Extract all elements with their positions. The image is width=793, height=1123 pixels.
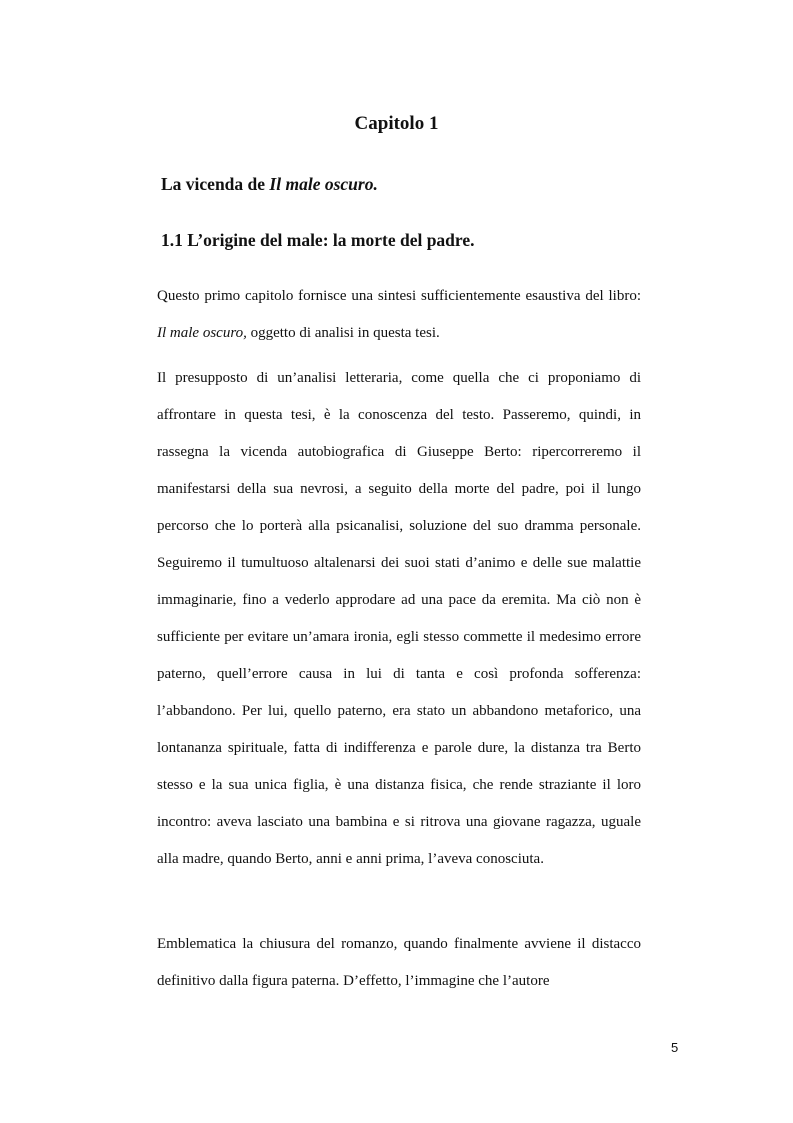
- paragraph-intro-text-b: oggetto di analisi in questa tesi.: [246, 325, 440, 341]
- section-heading-book-title: Il male oscuro.: [269, 174, 378, 194]
- paragraph-intro-text-a: Questo primo capitolo fornisce una sintesi sufficientemente esaustiva del libro:: [157, 288, 641, 304]
- chapter-title: Capitolo 1: [354, 113, 439, 134]
- page-number: 5: [671, 1040, 679, 1055]
- paragraph-closing: Emblematica la chiusura del romanzo, quando finalmente avviene il distacco definitivo dalla figura paterna. D’effetto, l’immagine che l’autore: [157, 936, 641, 989]
- paragraph-intro: [157, 278, 641, 352]
- section-heading: [161, 174, 378, 195]
- paragraph-body: Il presupposto di un’analisi letteraria, come quella che ci proponiamo di affrontare in questa tesi, è la conoscenza del testo. Passeremo, quindi, in rassegna la vicenda autobiografica di Giuseppe Berto: ripercorreremo il manifestarsi della sua nevrosi, a seguito della morte del padre, poi il lungo percorso che lo porterà alla psicanalisi, soluzione del suo dramma personale. Seguiremo il tumultuoso altalenarsi dei suoi stati d’animo e delle sue malattie immaginarie, fino a vederlo approdare ad una pace da eremita. Ma ciò non è sufficiente per evitare un’amara ironia, egli stesso commette il medesimo errore paterno, quell’errore causa in lui di tanta e così profonda sofferenza: l’abbandono. Per lui, quello paterno, era stato un abbandono metaforico, una lontananza spirituale, fatta di indifferenza e parole dure, la distanza tra Berto stesso e la sua unica figlia, è una distanza fisica, che rende straziante il loro incontro: aveva lasciato una bambina e si ritrova una giovane ragazza, uguale alla madre, quando Berto, anni e anni prima, l’aveva conosciuta.: [157, 370, 641, 867]
- subsection-heading: 1.1 L’origine del male: la morte del padre.: [161, 230, 475, 250]
- section-heading-prefix: La vicenda de: [161, 174, 270, 194]
- paragraph-intro-book-title: Il male oscuro,: [157, 325, 247, 341]
